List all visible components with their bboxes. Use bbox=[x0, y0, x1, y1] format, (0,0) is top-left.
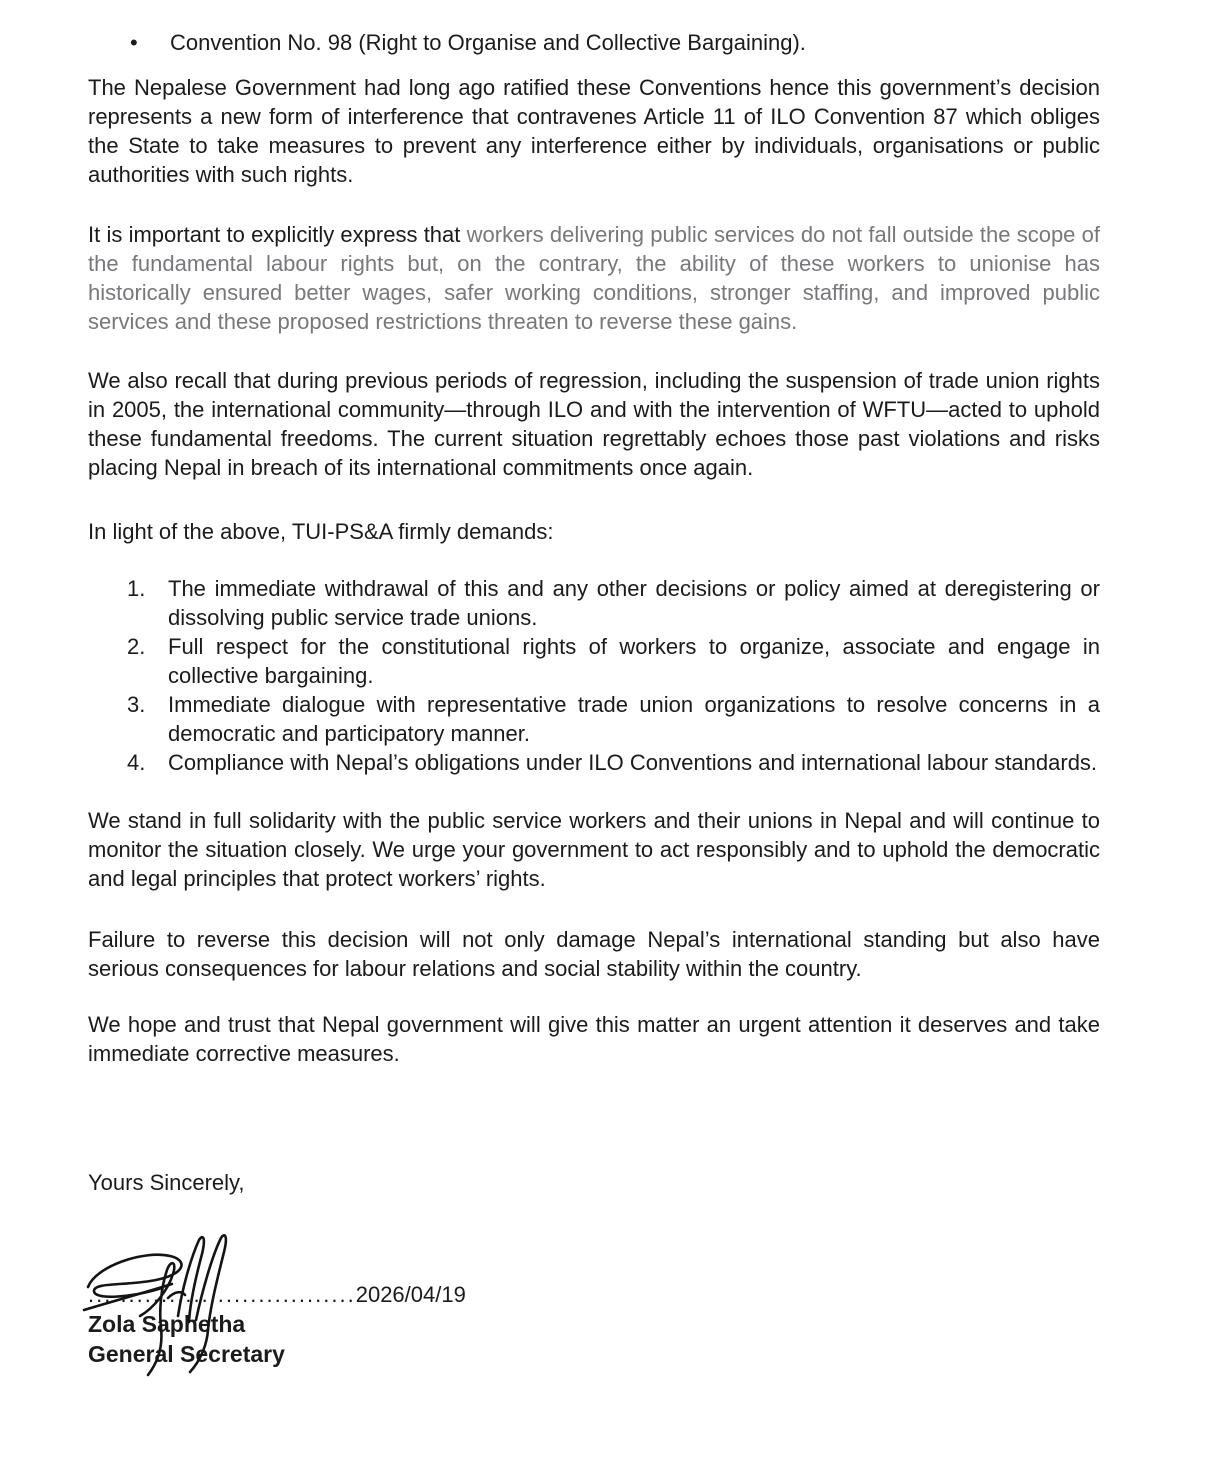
paragraph-public-services-muted: workers delivering public services do not fall outside the scope of the fundamental labour rights but, on the contrary, the ability of these workers to unionise has historically ensured better wages, safer working conditions, stronger staffing, and improved public services and these proposed restrictions threaten to reverse these gains. bbox=[88, 222, 1100, 334]
paragraph-public-services bbox=[88, 220, 1100, 336]
valediction: Yours Sincerely, bbox=[88, 1170, 245, 1195]
bullet-list-item bbox=[88, 28, 1100, 57]
paragraph-public-services-lead: It is important to explicitly express that bbox=[88, 222, 467, 247]
demand-text-1: The immediate withdrawal of this and any other decisions or policy aimed at deregistering or dissolving public service trade unions. bbox=[168, 576, 1100, 630]
signature-date: 2026/04/19 bbox=[355, 1282, 466, 1307]
paragraph-failure-warning: Failure to reverse this decision will not only damage Nepal’s international standing but also have serious consequences for labour relations and social stability within the country. bbox=[88, 927, 1100, 981]
paragraph-solidarity: We stand in full solidarity with the public service workers and their unions in Nepal and will continue to monitor the situation closely. We urge your government to act responsibly and to uphold the democratic and legal principles that protect workers’ rights. bbox=[88, 808, 1100, 891]
demand-marker-4: 4. bbox=[127, 750, 146, 775]
demand-text-3: Immediate dialogue with representative trade union organizations to resolve concerns in a democratic and participatory manner. bbox=[168, 692, 1100, 746]
signatory-title: General Secretary bbox=[88, 1341, 285, 1367]
paragraph-previous-regression: We also recall that during previous periods of regression, including the suspension of trade union rights in 2005, the international community—through ILO and with the intervention of WFTU—acted to uphold these fundamental freedoms. The current situation regrettably echoes those past violations and risks placing Nepal in breach of its international commitments once again. bbox=[88, 368, 1100, 480]
demand-marker-2: 2. bbox=[127, 634, 146, 659]
signatory-name: Zola Saphetha bbox=[88, 1311, 246, 1337]
bullet-icon: • bbox=[130, 30, 138, 55]
demands-list bbox=[88, 574, 1100, 777]
demand-text-2: Full respect for the constitutional rights of workers to organize, associate and engage in collective bargaining. bbox=[168, 634, 1100, 688]
demand-text-4: Compliance with Nepal’s obligations under ILO Conventions and international labour standards. bbox=[168, 750, 1098, 775]
bullet-item-text: Convention No. 98 (Right to Organise and Collective Bargaining). bbox=[170, 30, 806, 55]
demand-item-3 bbox=[88, 690, 1100, 748]
demand-item-2 bbox=[88, 632, 1100, 690]
signature-line bbox=[88, 1280, 1100, 1309]
paragraph-hope-trust: We hope and trust that Nepal government will give this matter an urgent attention it deserves and take immediate corrective measures. bbox=[88, 1012, 1100, 1066]
demand-marker-3: 3. bbox=[127, 692, 146, 717]
paragraph-ratification: The Nepalese Government had long ago ratified these Conventions hence this government’s decision represents a new form of interference that contravenes Article 11 of ILO Convention 87 which obliges the State to take measures to prevent any interference either by individuals, organisations or public authorities with such rights. bbox=[88, 75, 1100, 187]
demand-item-4 bbox=[88, 748, 1100, 777]
signature-dotted-line: ................................. bbox=[88, 1282, 356, 1307]
demand-item-1 bbox=[88, 574, 1100, 632]
demands-intro: In light of the above, TUI-PS&A firmly demands: bbox=[88, 519, 554, 544]
demand-marker-1: 1. bbox=[127, 576, 146, 601]
